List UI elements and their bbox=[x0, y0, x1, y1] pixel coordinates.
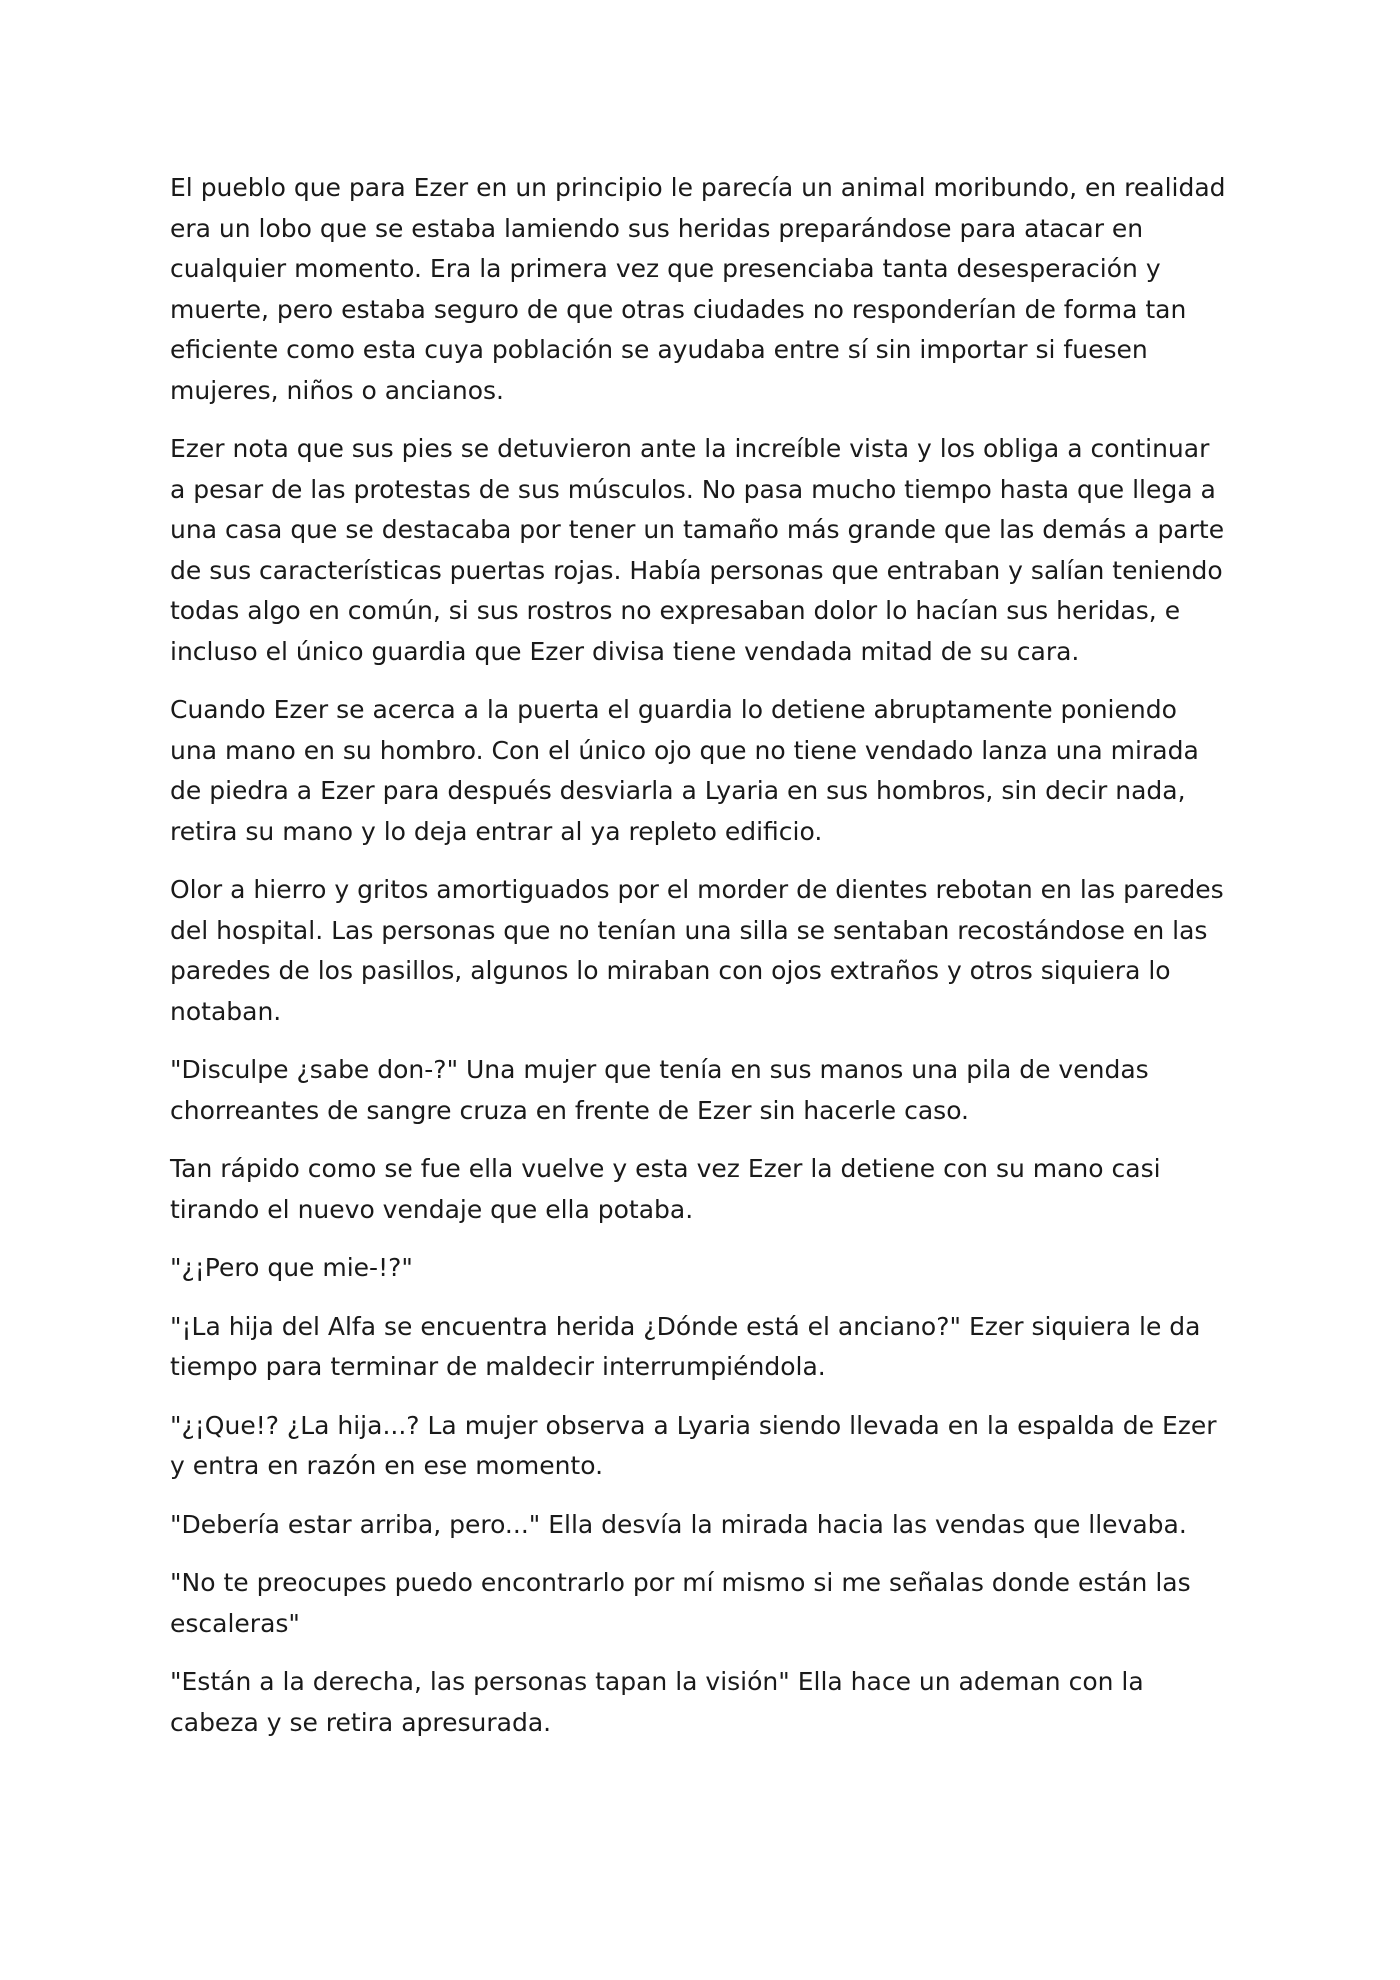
paragraph-1: El pueblo que para Ezer en un principio le parecía un animal moribundo, en realidad era un lobo que se estaba lamiendo sus heridas preparándose para atacar en cualquier momento. Era la primera vez que presenciaba tanta desesperación y muerte, pero estaba seguro de que otras ciudades no responderían de forma tan eficiente como esta cuya población se ayudaba entre sí sin importar si fuesen mujeres, niños o ancianos. bbox=[170, 173, 1226, 405]
paragraph-12: "Están a la derecha, las personas tapan la visión" Ella hace un ademan con la cabeza y se retira apresurada. bbox=[170, 1667, 1144, 1737]
paragraph-5: "Disculpe ¿sabe don-?" Una mujer que tenía en sus manos una pila de vendas chorreantes de sangre cruza en frente de Ezer sin hacerle caso. bbox=[170, 1055, 1149, 1125]
paragraph-10: "Debería estar arriba, pero..." Ella desvía la mirada hacia las vendas que llevaba. bbox=[170, 1509, 1187, 1539]
paragraph-4: Olor a hierro y gritos amortiguados por el morder de dientes rebotan en las paredes del hospital. Las personas que no tenían una silla se sentaban recostándose en las paredes de los pasillos, algunos lo miraban con ojos extraños y otros siquiera lo notaban. bbox=[170, 875, 1224, 1026]
paragraph-6: Tan rápido como se fue ella vuelve y esta vez Ezer la detiene con su mano casi tirando el nuevo vendaje que ella potaba. bbox=[170, 1154, 1161, 1224]
document-body bbox=[170, 168, 1230, 1761]
paragraph-2: Ezer nota que sus pies se detuvieron ante la increíble vista y los obliga a continuar a pesar de las protestas de sus músculos. No pasa mucho tiempo hasta que llega a una casa que se destacaba por tener un tamaño más grande que las demás a parte de sus características puertas rojas. Había personas que entraban y salían teniendo todas algo en común, si sus rostros no expresaban dolor lo hacían sus heridas, e incluso el único guardia que Ezer divisa tiene vendada mitad de su cara. bbox=[170, 434, 1225, 666]
paragraph-8: "¡La hija del Alfa se encuentra herida ¿Dónde está el anciano?" Ezer siquiera le da tiempo para terminar de maldecir interrumpiéndola. bbox=[170, 1311, 1201, 1381]
paragraph-7: "¿¡Pero que mie-!?" bbox=[170, 1253, 413, 1282]
paragraph-9: "¿¡Que!? ¿La hija...? La mujer observa a Lyaria siendo llevada en la espalda de Ezer y entra en razón en ese momento. bbox=[170, 1410, 1217, 1480]
paragraph-3: Cuando Ezer se acerca a la puerta el guardia lo detiene abruptamente poniendo una mano en su hombro. Con el único ojo que no tiene vendado lanza una mirada de piedra a Ezer para después desviarla a Lyaria en sus hombros, sin decir nada, retira su mano y lo deja entrar al ya repleto edificio. bbox=[170, 695, 1199, 846]
paragraph-11: "No te preocupes puedo encontrarlo por mí mismo si me señalas donde están las escaleras" bbox=[170, 1568, 1191, 1638]
